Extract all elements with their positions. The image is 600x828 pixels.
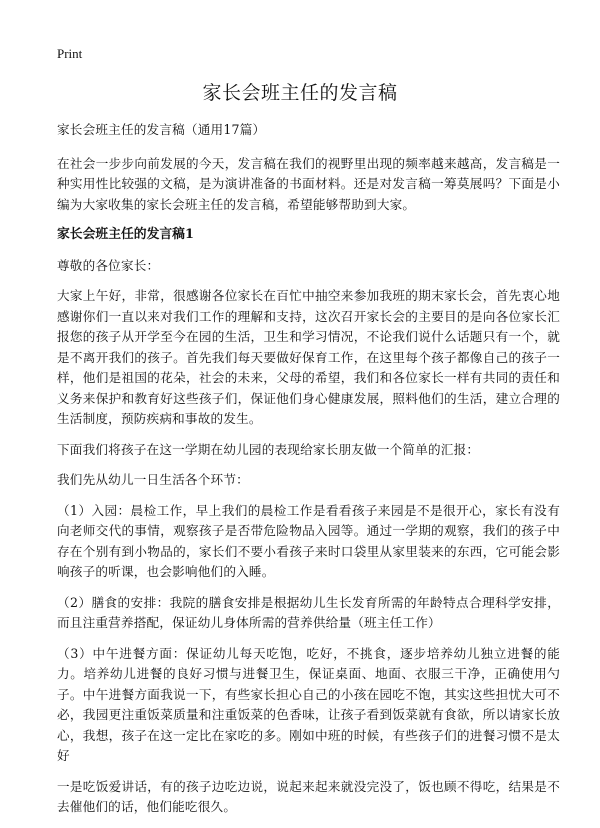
page-title: 家长会班主任的发言稿	[202, 82, 398, 104]
article-body	[57, 120, 560, 828]
body-paragraph: （1）入园：晨检工作，早上我们的晨检工作是看看孩子来园是不是很开心，家长有没有向老师交代的事情，观察孩子是否带危险物品入园等。通过一学期的观察，我们的孩子中存在个别有到小物品的，家长们不要小看孩子来时口袋里从家里装来的东西，它可能会影响孩子的听课，也会影响他们的入睡。	[57, 502, 560, 579]
section-heading: 家长会班主任的发言稿1	[57, 227, 194, 242]
body-paragraph: 我们先从幼儿一日生活各个环节：	[57, 472, 249, 487]
body-paragraph: 大家上午好，非常，很感谢各位家长在百忙中抽空来参加我班的期末家长会，首先衷心地感谢你们一直以来对我们工作的理解和支持，这次召开家长会的主要目的是向各位家长汇报您的孩子从开学至今在园的生活，卫生和学习情况，不论我们说什么话题只有一个，就是不离开我们的孩子。首先我们每天要做好保育工作，在这里每个孩子都像自己的孩子一样，他们是祖国的花朵，社会的未来，父母的希望，我们和各位家长一样有共同的责任和义务来保护和教育好这些孩子们，保证他们身心健康发展，照料他们的生活，建立合理的生活制度，预防疾病和事故的发生。	[57, 288, 560, 426]
print-link[interactable]: Print	[57, 46, 83, 61]
intro-paragraph: 在社会一步步向前发展的今天，发言稿在我们的视野里出现的频率越来越高，发言稿是一种实用性比较强的文稿，是为演讲准备的书面材料。还是对发言稿一筹莫展吗？下面是小编为大家收集的家长会班主任的发言稿，希望能够帮助到大家。	[57, 155, 560, 212]
body-paragraph: 下面我们将孩子在这一学期在幼儿园的表现给家长朋友做一个简单的汇报：	[57, 441, 480, 457]
body-paragraph: （3）中午进餐方面：保证幼儿每天吃饱，吃好，不挑食，逐步培养幼儿独立进餐的能力。培养幼儿进餐的良好习惯与进餐卫生，保证桌面、地面、衣服三干净，正确使用勺子。中午进餐方面我说一下，有些家长担心自己的小孩在园吃不饱，其实这些担忧大可不必，我园更注重饭菜质量和注重饭菜的色香味，让孩子看到饭菜就有食欲，所以请家长放心，我想，孩子在这一定比在家吃的多。刚如中班的时候，有些孩子们的进餐习惯不是太好	[57, 645, 560, 763]
greeting-line: 尊敬的各位家长：	[57, 257, 160, 273]
body-paragraph: （2）膳食的安排：我院的膳食安排是根据幼儿生长发育所需的年龄特点合理科学安排，而且注重营养搭配，保证幼儿身体所需的营养供给量（班主任工作）	[57, 594, 560, 630]
body-paragraph: 一是吃饭爱讲话，有的孩子边吃边说，说起来起来就没完没了，饭也顾不得吃，结果是不去催他们的话，他们能吃很久。	[57, 778, 560, 814]
article-subtitle: 家长会班主任的发言稿（通用17篇）	[57, 122, 266, 137]
